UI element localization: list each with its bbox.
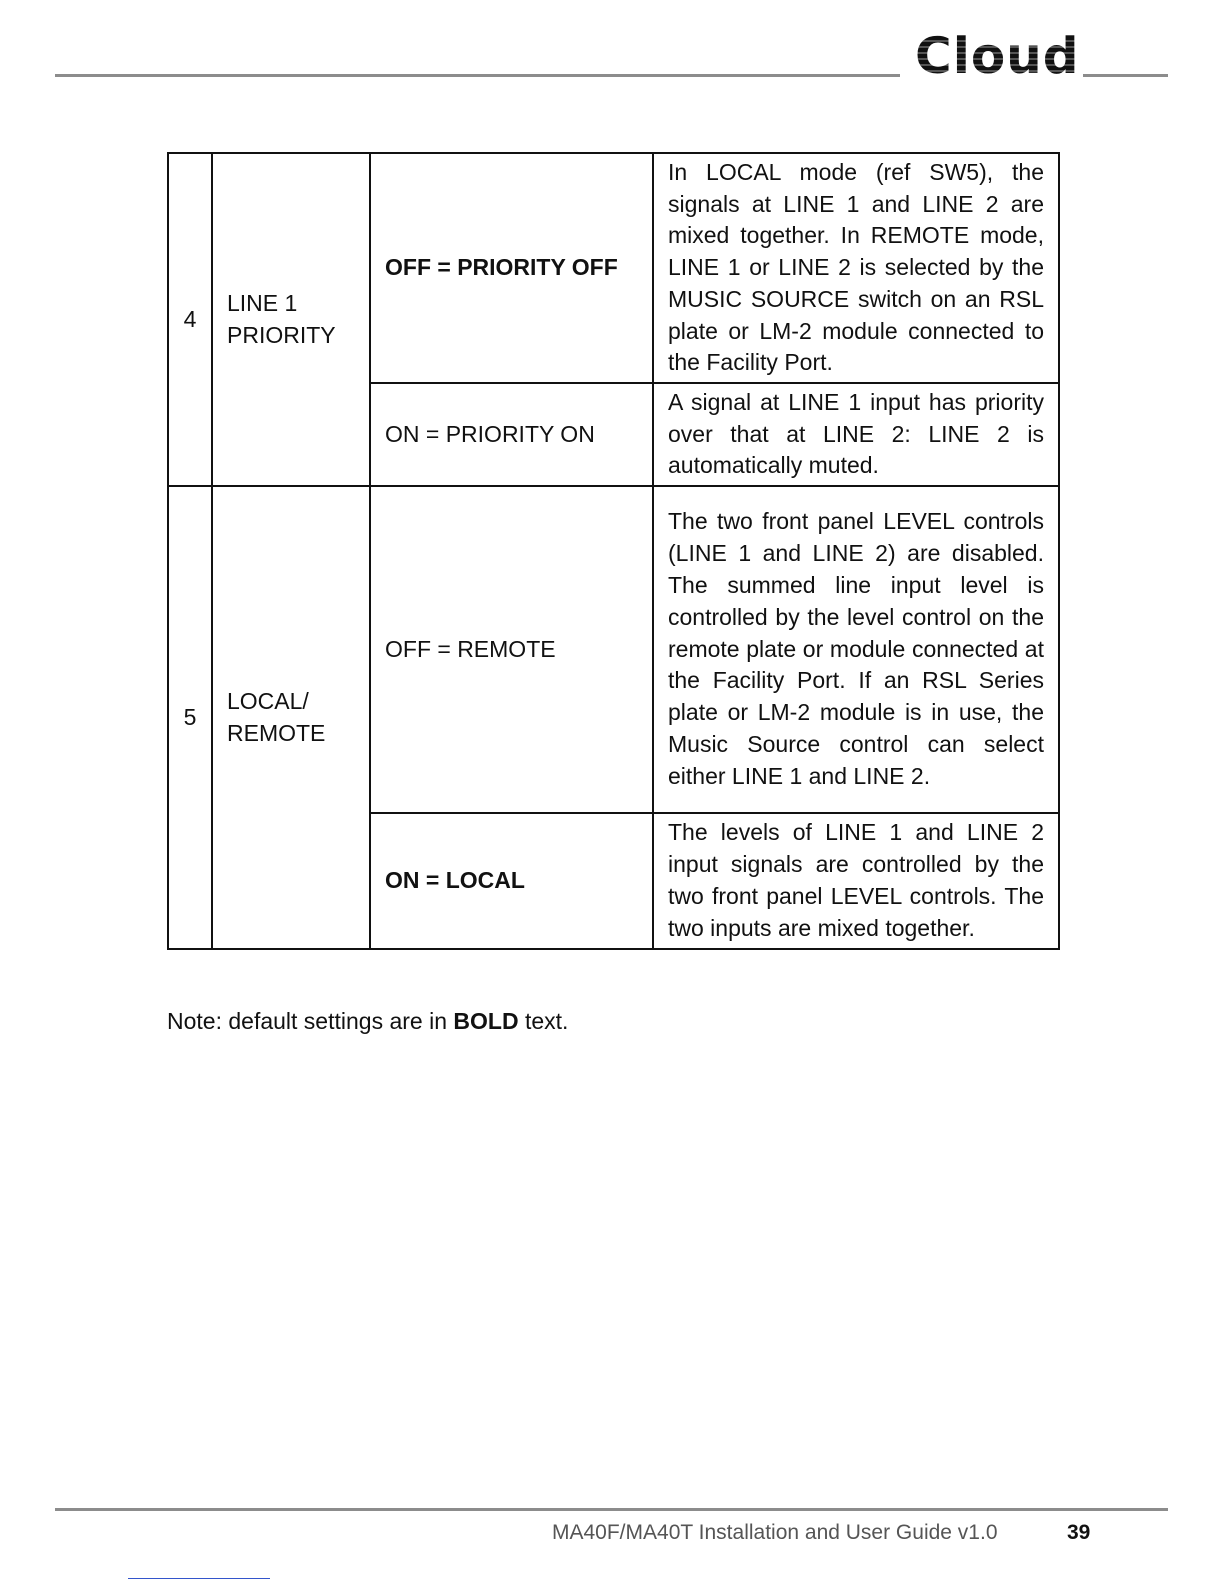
page-number: 39 xyxy=(1067,1521,1091,1544)
note-bold-word: BOLD xyxy=(453,1008,519,1034)
footer-rule xyxy=(55,1508,1168,1511)
table-row xyxy=(168,486,1059,813)
switch-name-line: LINE 1 xyxy=(227,289,298,316)
default-settings-note xyxy=(167,1005,568,1037)
header-rule xyxy=(55,74,900,77)
footer-document-title: MA40F/MA40T Installation and User Guide v1.0 xyxy=(552,1521,998,1544)
cloud-logo: Cloud xyxy=(915,27,1080,85)
setting-default: OFF = PRIORITY OFF xyxy=(370,153,653,383)
setting-default: ON = LOCAL xyxy=(370,813,653,949)
switch-name-line: REMOTE xyxy=(227,719,326,746)
link-underline xyxy=(128,1578,270,1579)
switch-name xyxy=(212,486,370,949)
setting-option: ON = PRIORITY ON xyxy=(370,383,653,486)
switch-number: 4 xyxy=(168,153,212,486)
setting-option: OFF = REMOTE xyxy=(370,486,653,813)
header-rule-right xyxy=(1083,74,1168,77)
setting-description: The levels of LINE 1 and LINE 2 input signals are controlled by the two front panel LEVEL controls. The two inputs are mixed together. xyxy=(653,813,1059,949)
switch-number: 5 xyxy=(168,486,212,949)
switch-name xyxy=(212,153,370,486)
switch-name-line: LOCAL/ xyxy=(227,687,309,714)
dip-switch-settings-table xyxy=(167,152,1060,950)
note-suffix: text. xyxy=(524,1008,569,1034)
switch-name-line: PRIORITY xyxy=(227,321,336,348)
table-row xyxy=(168,153,1059,383)
note-prefix: Note: default settings are in xyxy=(167,1008,447,1034)
setting-description: The two front panel LEVEL controls (LINE 1 and LINE 2) are disabled. The summed line input level is controlled by the level control on the remote plate or module connected at the Facility Port. If an RSL Series plate or LM-2 module is in use, the Music Source control can select either LINE 1 and LINE 2. xyxy=(653,486,1059,813)
setting-description: In LOCAL mode (ref SW5), the signals at LINE 1 and LINE 2 are mixed together. In REMOTE mode, LINE 1 or LINE 2 is selected by the MUSIC SOURCE switch on an RSL plate or LM-2 module connected to the Facility Port. xyxy=(653,153,1059,383)
setting-description: A signal at LINE 1 input has priority over that at LINE 2: LINE 2 is automatically muted. xyxy=(653,383,1059,486)
